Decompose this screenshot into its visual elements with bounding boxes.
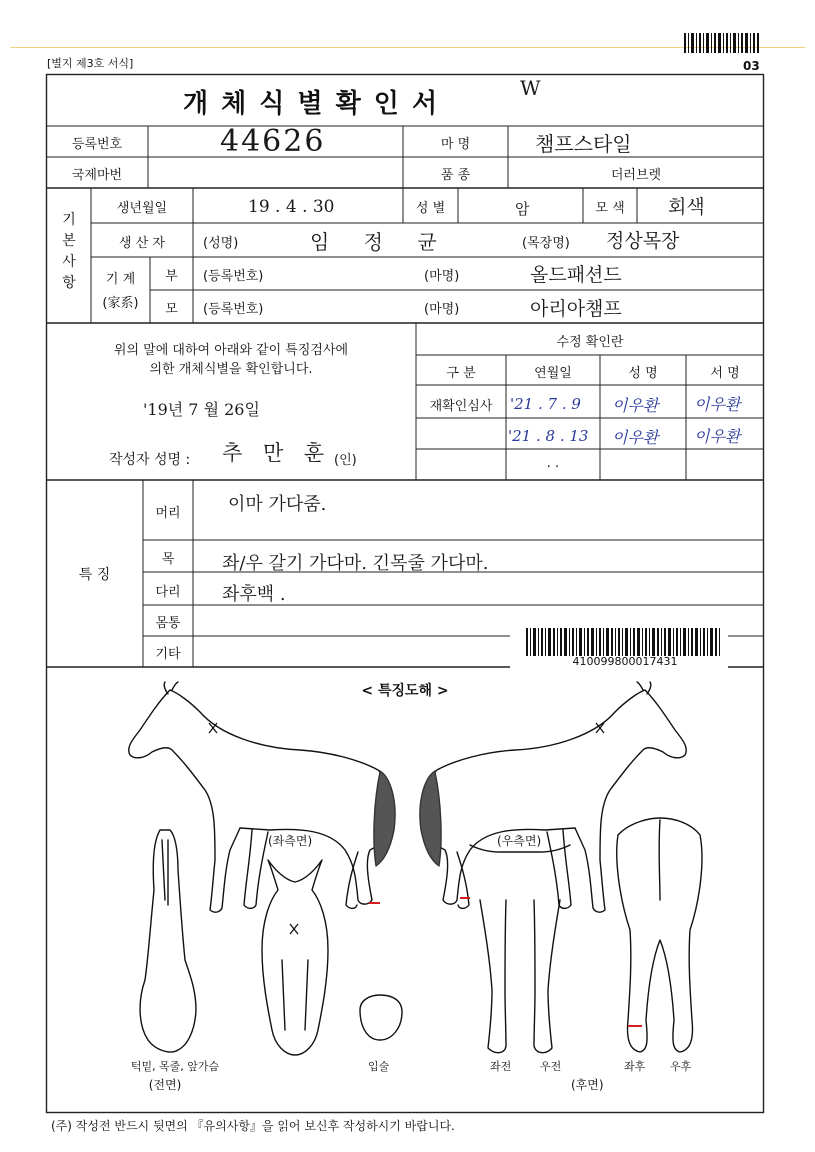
registration-number-value: 44626 (220, 124, 326, 159)
farm-name-hint: (목장명) (522, 236, 570, 251)
revision-header-name: 성 명 (628, 366, 658, 381)
document-title: 개 체 식 별 확 인 서 (182, 89, 440, 119)
breed-label: 품 종 (440, 168, 471, 183)
feature-neck-value: 좌/우 갈기 가다마. 긴목줄 가다마. (222, 553, 489, 574)
sire-label: 부 (165, 269, 178, 284)
left-fore-caption: 좌전 (490, 1060, 512, 1073)
left-side-caption: (좌측면) (268, 834, 313, 848)
form-number: [별지 제3호 서식] (47, 57, 134, 70)
front-view-outline (140, 830, 196, 1052)
statement-line-1: 위의 말에 대하여 아래와 같이 특징검사에 (113, 343, 349, 358)
barcode-number: 410099800017431 (572, 655, 678, 668)
farm-name-value: 정상목장 (606, 230, 680, 252)
front-caption-2: (전면) (148, 1078, 182, 1092)
revision-row-3-date: . . (546, 456, 560, 471)
coat-color-label: 모 색 (595, 201, 625, 216)
producer-label: 생 산 자 (119, 236, 165, 251)
dam-name-hint: (마명) (424, 302, 460, 317)
sex-value: 암 (515, 200, 530, 218)
feature-body-label: 몸통 (155, 616, 181, 631)
dob-label: 생년월일 (116, 201, 168, 216)
revision-row-1-sign: 이우환 (694, 395, 741, 414)
sire-reg-hint: (등록번호) (203, 269, 264, 284)
revision-row-2-date: '21 . 8 . 13 (508, 427, 589, 445)
feature-head-value: 이마 가다줌. (228, 494, 327, 515)
right-hind-caption: 우후 (670, 1060, 692, 1073)
features-section-label: 특 징 (78, 567, 111, 583)
lineage-label: 기 계 (105, 272, 136, 287)
revision-row-2-sign: 이우환 (694, 427, 741, 446)
page-number: 03 (743, 59, 760, 73)
feature-neck-label: 목 (161, 552, 175, 567)
sire-name-value: 올드패션드 (530, 264, 622, 286)
lips-outline (360, 995, 402, 1040)
revision-header-date: 연월일 (534, 366, 572, 381)
statement-line-2: 의한 개체식별을 확인합니다. (149, 362, 313, 377)
left-hind-caption: 좌후 (624, 1060, 646, 1073)
horse-name-label: 마 명 (440, 137, 471, 152)
basic-info-section-label: 기본사항 (62, 212, 76, 291)
producer-name-value: 임 정 균 (310, 230, 437, 254)
sire-name-hint: (마명) (424, 269, 460, 284)
feature-head-label: 머리 (155, 506, 181, 521)
writer-name: 추 만 훈 (222, 441, 325, 465)
dam-reg-hint: (등록번호) (203, 302, 264, 317)
footer-note: (주) 작성전 반드시 뒷면의 『유의사항』을 읽어 보신후 작성하시기 바랍니다. (51, 1119, 455, 1133)
right-side-horse-outline (420, 682, 686, 912)
dam-name-value: 아리아챔프 (530, 298, 622, 320)
dam-label: 모 (165, 302, 178, 317)
breed-value: 더러브렛 (610, 168, 662, 183)
lips-caption: 입술 (368, 1060, 390, 1073)
horse-name-value: 챔프스타일 (535, 132, 632, 156)
international-number-label: 국제마번 (71, 168, 123, 183)
title-handwritten-mark: W (520, 76, 541, 100)
revision-title: 수정 확인란 (556, 335, 624, 350)
confirmation-date: '19년 7 월 26일 (143, 400, 260, 419)
rear-view-outline (617, 818, 702, 1052)
revision-row-2-name: 이우환 (612, 428, 659, 447)
revision-row-1-date: '21 . 7 . 9 (510, 395, 581, 413)
diagram-title: < 특징도해 > (361, 683, 449, 699)
feature-legs-value: 좌후백 . (222, 584, 286, 605)
right-fore-caption: 우전 (540, 1060, 562, 1073)
writer-seal: (인) (334, 453, 357, 468)
revision-row-1-name: 이우환 (612, 396, 659, 415)
feature-etc-label: 기타 (155, 647, 181, 662)
revision-header-sign: 서 명 (710, 366, 740, 381)
lineage-sub-label: (家系) (102, 296, 139, 311)
coat-color-value: 회색 (668, 196, 705, 218)
head-front-outline (262, 860, 328, 1055)
revision-header-type: 구 분 (446, 366, 476, 381)
rear-caption: (후면) (571, 1078, 604, 1092)
writer-label: 작성자 성명 : (109, 452, 191, 468)
revision-row-1-type: 재확인심사 (429, 399, 493, 414)
dob-value: 19 . 4 . 30 (248, 197, 335, 217)
feature-legs-label: 다리 (155, 585, 181, 600)
front-caption-1: 턱밑, 목줄, 앞가슴 (130, 1060, 220, 1073)
registration-number-label: 등록번호 (71, 137, 123, 152)
right-side-caption: (우측면) (497, 834, 542, 848)
producer-name-hint: (성명) (203, 236, 239, 251)
sex-label: 성 별 (415, 201, 446, 216)
